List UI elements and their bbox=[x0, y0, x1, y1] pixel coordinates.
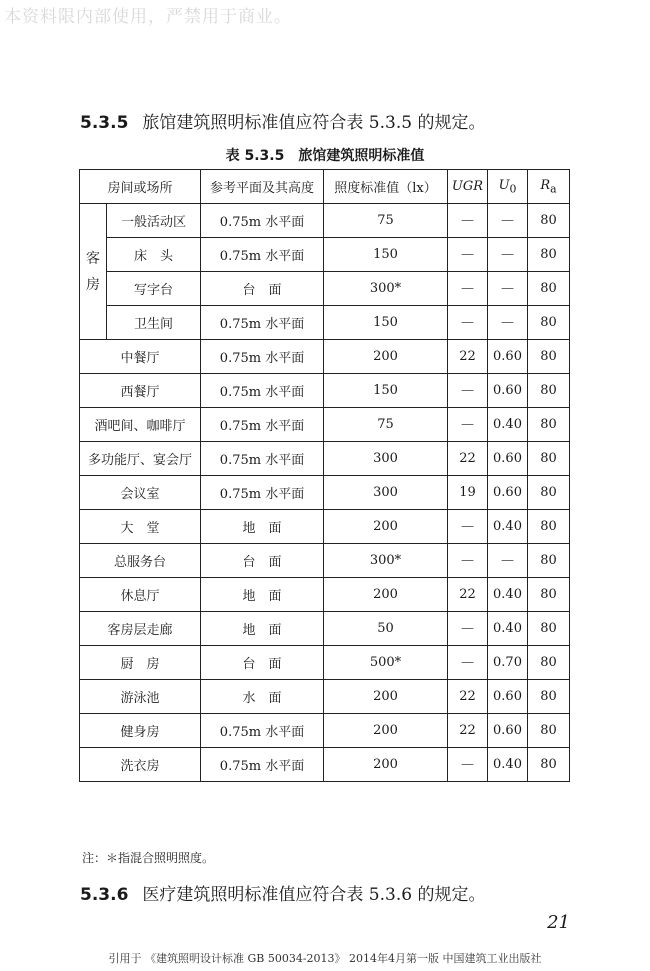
u0-cell: — bbox=[488, 306, 528, 340]
lux-cell: 150 bbox=[324, 374, 448, 408]
plane-cell: 台 面 bbox=[201, 272, 324, 306]
lux-cell: 500* bbox=[324, 646, 448, 680]
lux-cell: 200 bbox=[324, 578, 448, 612]
ugr-cell: 19 bbox=[448, 476, 488, 510]
ra-cell: 80 bbox=[528, 204, 570, 238]
ugr-cell: — bbox=[448, 408, 488, 442]
lux-cell: 200 bbox=[324, 680, 448, 714]
u0-cell: — bbox=[488, 204, 528, 238]
ra-cell: 80 bbox=[528, 544, 570, 578]
table-row bbox=[80, 442, 570, 476]
room-cell: 中餐厅 bbox=[80, 340, 201, 374]
table-caption: 表 5.3.5 旅馆建筑照明标准值 bbox=[225, 148, 425, 164]
ugr-cell: — bbox=[448, 272, 488, 306]
plane-cell: 0.75m 水平面 bbox=[201, 204, 324, 238]
plane-cell: 0.75m 水平面 bbox=[201, 408, 324, 442]
plane-cell: 台 面 bbox=[201, 544, 324, 578]
table-row bbox=[80, 306, 570, 340]
group-label-guestroom: 客 房 bbox=[80, 204, 107, 340]
room-cell: 大 堂 bbox=[80, 510, 201, 544]
room-cell: 床 头 bbox=[107, 238, 201, 272]
table-row bbox=[80, 714, 570, 748]
header-lux: 照度标准值（lx） bbox=[324, 170, 448, 204]
u0-cell: 0.60 bbox=[488, 340, 528, 374]
room-cell: 酒吧间、咖啡厅 bbox=[80, 408, 201, 442]
ra-cell: 80 bbox=[528, 442, 570, 476]
room-cell: 多功能厅、宴会厅 bbox=[80, 442, 201, 476]
ugr-cell: 22 bbox=[448, 714, 488, 748]
table-row bbox=[80, 578, 570, 612]
u0-cell: 0.40 bbox=[488, 612, 528, 646]
lux-cell: 300 bbox=[324, 442, 448, 476]
lux-cell: 50 bbox=[324, 612, 448, 646]
room-cell: 健身房 bbox=[80, 714, 201, 748]
u0-cell: 0.60 bbox=[488, 714, 528, 748]
ugr-cell: 22 bbox=[448, 340, 488, 374]
page-number: 21 bbox=[547, 912, 570, 933]
ugr-cell: — bbox=[448, 748, 488, 782]
ugr-cell: 22 bbox=[448, 578, 488, 612]
u0-cell: 0.60 bbox=[488, 374, 528, 408]
ra-cell: 80 bbox=[528, 476, 570, 510]
u0-cell: — bbox=[488, 544, 528, 578]
table-row bbox=[80, 510, 570, 544]
ugr-cell: — bbox=[448, 374, 488, 408]
u0-cell: 0.60 bbox=[488, 680, 528, 714]
room-cell: 总服务台 bbox=[80, 544, 201, 578]
header-u0: $U_0$ bbox=[488, 170, 528, 204]
table-row bbox=[80, 408, 570, 442]
ra-cell: 80 bbox=[528, 272, 570, 306]
room-cell: 客房层走廊 bbox=[80, 612, 201, 646]
ra-cell: 80 bbox=[528, 578, 570, 612]
lux-cell: 300* bbox=[324, 544, 448, 578]
u0-cell: 0.40 bbox=[488, 578, 528, 612]
ra-cell: 80 bbox=[528, 306, 570, 340]
plane-cell: 地 面 bbox=[201, 612, 324, 646]
table-row bbox=[80, 612, 570, 646]
header-ra: $R_a$ bbox=[528, 170, 570, 204]
ra-cell: 80 bbox=[528, 238, 570, 272]
watermark: 本资料限内部使用，严禁用于商业。 bbox=[4, 7, 292, 27]
ugr-cell: — bbox=[448, 306, 488, 340]
clause-text: 医疗建筑照明标准值应符合表 5.3.6 的规定。 bbox=[142, 885, 486, 905]
table-row bbox=[80, 544, 570, 578]
room-cell: 写字台 bbox=[107, 272, 201, 306]
ugr-cell: 22 bbox=[448, 442, 488, 476]
u0-cell: 0.40 bbox=[488, 408, 528, 442]
table-row bbox=[80, 272, 570, 306]
u0-cell: — bbox=[488, 238, 528, 272]
ra-cell: 80 bbox=[528, 340, 570, 374]
lux-cell: 200 bbox=[324, 510, 448, 544]
plane-cell: 台 面 bbox=[201, 646, 324, 680]
table-row bbox=[80, 204, 570, 238]
u0-cell: 0.40 bbox=[488, 510, 528, 544]
room-cell: 休息厅 bbox=[80, 578, 201, 612]
header-room: 房间或场所 bbox=[80, 170, 201, 204]
u0-cell: — bbox=[488, 272, 528, 306]
ra-cell: 80 bbox=[528, 748, 570, 782]
ra-cell: 80 bbox=[528, 646, 570, 680]
room-cell: 一般活动区 bbox=[107, 204, 201, 238]
lux-cell: 300* bbox=[324, 272, 448, 306]
plane-cell: 0.75m 水平面 bbox=[201, 442, 324, 476]
room-cell: 卫生间 bbox=[107, 306, 201, 340]
plane-cell: 0.75m 水平面 bbox=[201, 714, 324, 748]
plane-cell: 0.75m 水平面 bbox=[201, 306, 324, 340]
plane-cell: 0.75m 水平面 bbox=[201, 374, 324, 408]
ra-cell: 80 bbox=[528, 510, 570, 544]
table-row bbox=[80, 374, 570, 408]
table-row bbox=[80, 340, 570, 374]
table-row bbox=[80, 238, 570, 272]
lux-cell: 75 bbox=[324, 408, 448, 442]
ugr-cell: — bbox=[448, 204, 488, 238]
ugr-cell: 22 bbox=[448, 680, 488, 714]
clause-5-3-5 bbox=[80, 108, 485, 133]
room-cell: 洗衣房 bbox=[80, 748, 201, 782]
ra-cell: 80 bbox=[528, 374, 570, 408]
u0-cell: 0.60 bbox=[488, 476, 528, 510]
header-ugr: UGR bbox=[448, 170, 488, 204]
plane-cell: 地 面 bbox=[201, 510, 324, 544]
table-row bbox=[80, 476, 570, 510]
clause-number: 5.3.6 bbox=[80, 885, 129, 905]
table-note: 注：＊指混合照明照度。 bbox=[82, 851, 215, 865]
ra-cell: 80 bbox=[528, 612, 570, 646]
ugr-cell: — bbox=[448, 544, 488, 578]
plane-cell: 0.75m 水平面 bbox=[201, 340, 324, 374]
plane-cell: 0.75m 水平面 bbox=[201, 748, 324, 782]
lux-cell: 200 bbox=[324, 340, 448, 374]
table-header-row bbox=[80, 170, 570, 204]
lighting-standards-table bbox=[79, 169, 570, 782]
plane-cell: 0.75m 水平面 bbox=[201, 476, 324, 510]
clause-number: 5.3.5 bbox=[80, 113, 129, 133]
u0-cell: 0.40 bbox=[488, 748, 528, 782]
room-cell: 西餐厅 bbox=[80, 374, 201, 408]
room-cell: 会议室 bbox=[80, 476, 201, 510]
u0-cell: 0.70 bbox=[488, 646, 528, 680]
room-cell: 游泳池 bbox=[80, 680, 201, 714]
room-cell: 厨 房 bbox=[80, 646, 201, 680]
ugr-cell: — bbox=[448, 510, 488, 544]
ugr-cell: — bbox=[448, 612, 488, 646]
ugr-cell: — bbox=[448, 238, 488, 272]
plane-cell: 地 面 bbox=[201, 578, 324, 612]
table-row bbox=[80, 680, 570, 714]
footer-citation: 引用于 《建筑照明设计标准 GB 50034-2013》 2014年4月第一版 中国建筑工业出版社 bbox=[108, 952, 542, 965]
header-plane: 参考平面及其高度 bbox=[201, 170, 324, 204]
plane-cell: 水 面 bbox=[201, 680, 324, 714]
ra-cell: 80 bbox=[528, 408, 570, 442]
lux-cell: 200 bbox=[324, 748, 448, 782]
ugr-cell: — bbox=[448, 646, 488, 680]
table-row bbox=[80, 748, 570, 782]
clause-5-3-6 bbox=[80, 880, 485, 905]
ra-cell: 80 bbox=[528, 680, 570, 714]
lux-cell: 200 bbox=[324, 714, 448, 748]
clause-text: 旅馆建筑照明标准值应符合表 5.3.5 的规定。 bbox=[142, 113, 486, 133]
lux-cell: 150 bbox=[324, 238, 448, 272]
lux-cell: 150 bbox=[324, 306, 448, 340]
plane-cell: 0.75m 水平面 bbox=[201, 238, 324, 272]
u0-cell: 0.60 bbox=[488, 442, 528, 476]
ra-cell: 80 bbox=[528, 714, 570, 748]
table-row bbox=[80, 646, 570, 680]
lux-cell: 300 bbox=[324, 476, 448, 510]
lux-cell: 75 bbox=[324, 204, 448, 238]
